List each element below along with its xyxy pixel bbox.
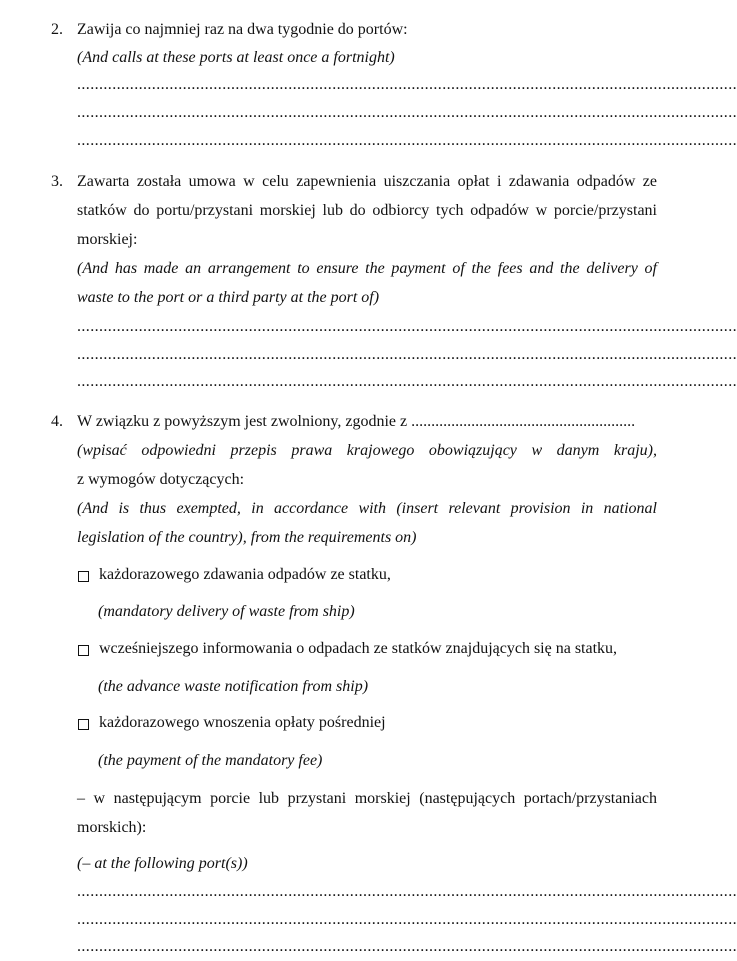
item-4-number: 4. — [51, 413, 63, 430]
item-3-fill-line-3[interactable]: ...................................................................................................................................................... — [77, 373, 737, 390]
item-4-text-line-1: W związku z powyższym jest zwolniony, zgodnie z ........................................................ — [77, 413, 636, 430]
ports-translation: (– at the following port(s)) — [77, 855, 248, 872]
item-3-fill-line-2[interactable]: ...................................................................................................................................................... — [77, 346, 737, 363]
ports-fill-line-3[interactable]: ...................................................................................................................................................... — [77, 938, 737, 955]
item-2-translation: (And calls at these ports at least once a fortnight) — [77, 49, 395, 66]
option-1-checkbox[interactable] — [78, 571, 89, 582]
item-4-translation-line-1: (And is thus exempted, in accordance with (insert relevant provision in national — [77, 500, 657, 517]
ports-text-line-1: – w następującym porcie lub przystani morskiej (następujących portach/przystaniach — [77, 790, 657, 807]
item-3-text-line-2: statków do portu/przystani morskiej lub do odbiorcy tych odpadów w porcie/przystani — [77, 202, 657, 219]
option-3-checkbox[interactable] — [78, 719, 89, 730]
item-4-provision-note: (wpisać odpowiedni przepis prawa krajowego obowiązujący w danym kraju), — [77, 442, 657, 459]
option-1-translation: (mandatory delivery of waste from ship) — [98, 603, 355, 620]
item-2-fill-line-1[interactable]: ...................................................................................................................................................... — [77, 76, 737, 93]
item-3-text-line-1: Zawarta została umowa w celu zapewnienia uiszczania opłat i zdawania odpadów ze — [77, 173, 657, 190]
ports-fill-line-1[interactable]: ...................................................................................................................................................... — [77, 883, 737, 900]
item-2-number: 2. — [51, 21, 63, 38]
item-3-translation-line-1: (And has made an arrangement to ensure the payment of the fees and the delivery of — [77, 260, 657, 277]
item-3-text-line-3: morskiej: — [77, 231, 138, 248]
item-4-translation-line-2: legislation of the country), from the requirements on) — [77, 529, 417, 546]
option-1-label: każdorazowego zdawania odpadów ze statku, — [99, 566, 391, 583]
item-2-text: Zawija co najmniej raz na dwa tygodnie do portów: — [77, 21, 408, 38]
ports-text-line-2: morskich): — [77, 819, 147, 836]
item-4-text-line-3: z wymogów dotyczących: — [77, 471, 245, 488]
item-3-translation-line-2: waste to the port or a third party at the port of) — [77, 289, 380, 306]
item-3-fill-line-1[interactable]: ...................................................................................................................................................... — [77, 318, 737, 335]
option-2-translation: (the advance waste notification from ship) — [98, 678, 369, 695]
item-2-fill-line-2[interactable]: ...................................................................................................................................................... — [77, 104, 737, 121]
item-3-number: 3. — [51, 173, 63, 190]
option-3-translation: (the payment of the mandatory fee) — [98, 752, 323, 769]
option-2-label: wcześniejszego informowania o odpadach ze statków znajdujących się na statku, — [99, 640, 618, 657]
ports-fill-line-2[interactable]: ...................................................................................................................................................... — [77, 911, 737, 928]
option-2-checkbox[interactable] — [78, 645, 89, 656]
item-2-fill-line-3[interactable]: ...................................................................................................................................................... — [77, 132, 737, 149]
option-3-label: każdorazowego wnoszenia opłaty pośredniej — [99, 714, 386, 731]
